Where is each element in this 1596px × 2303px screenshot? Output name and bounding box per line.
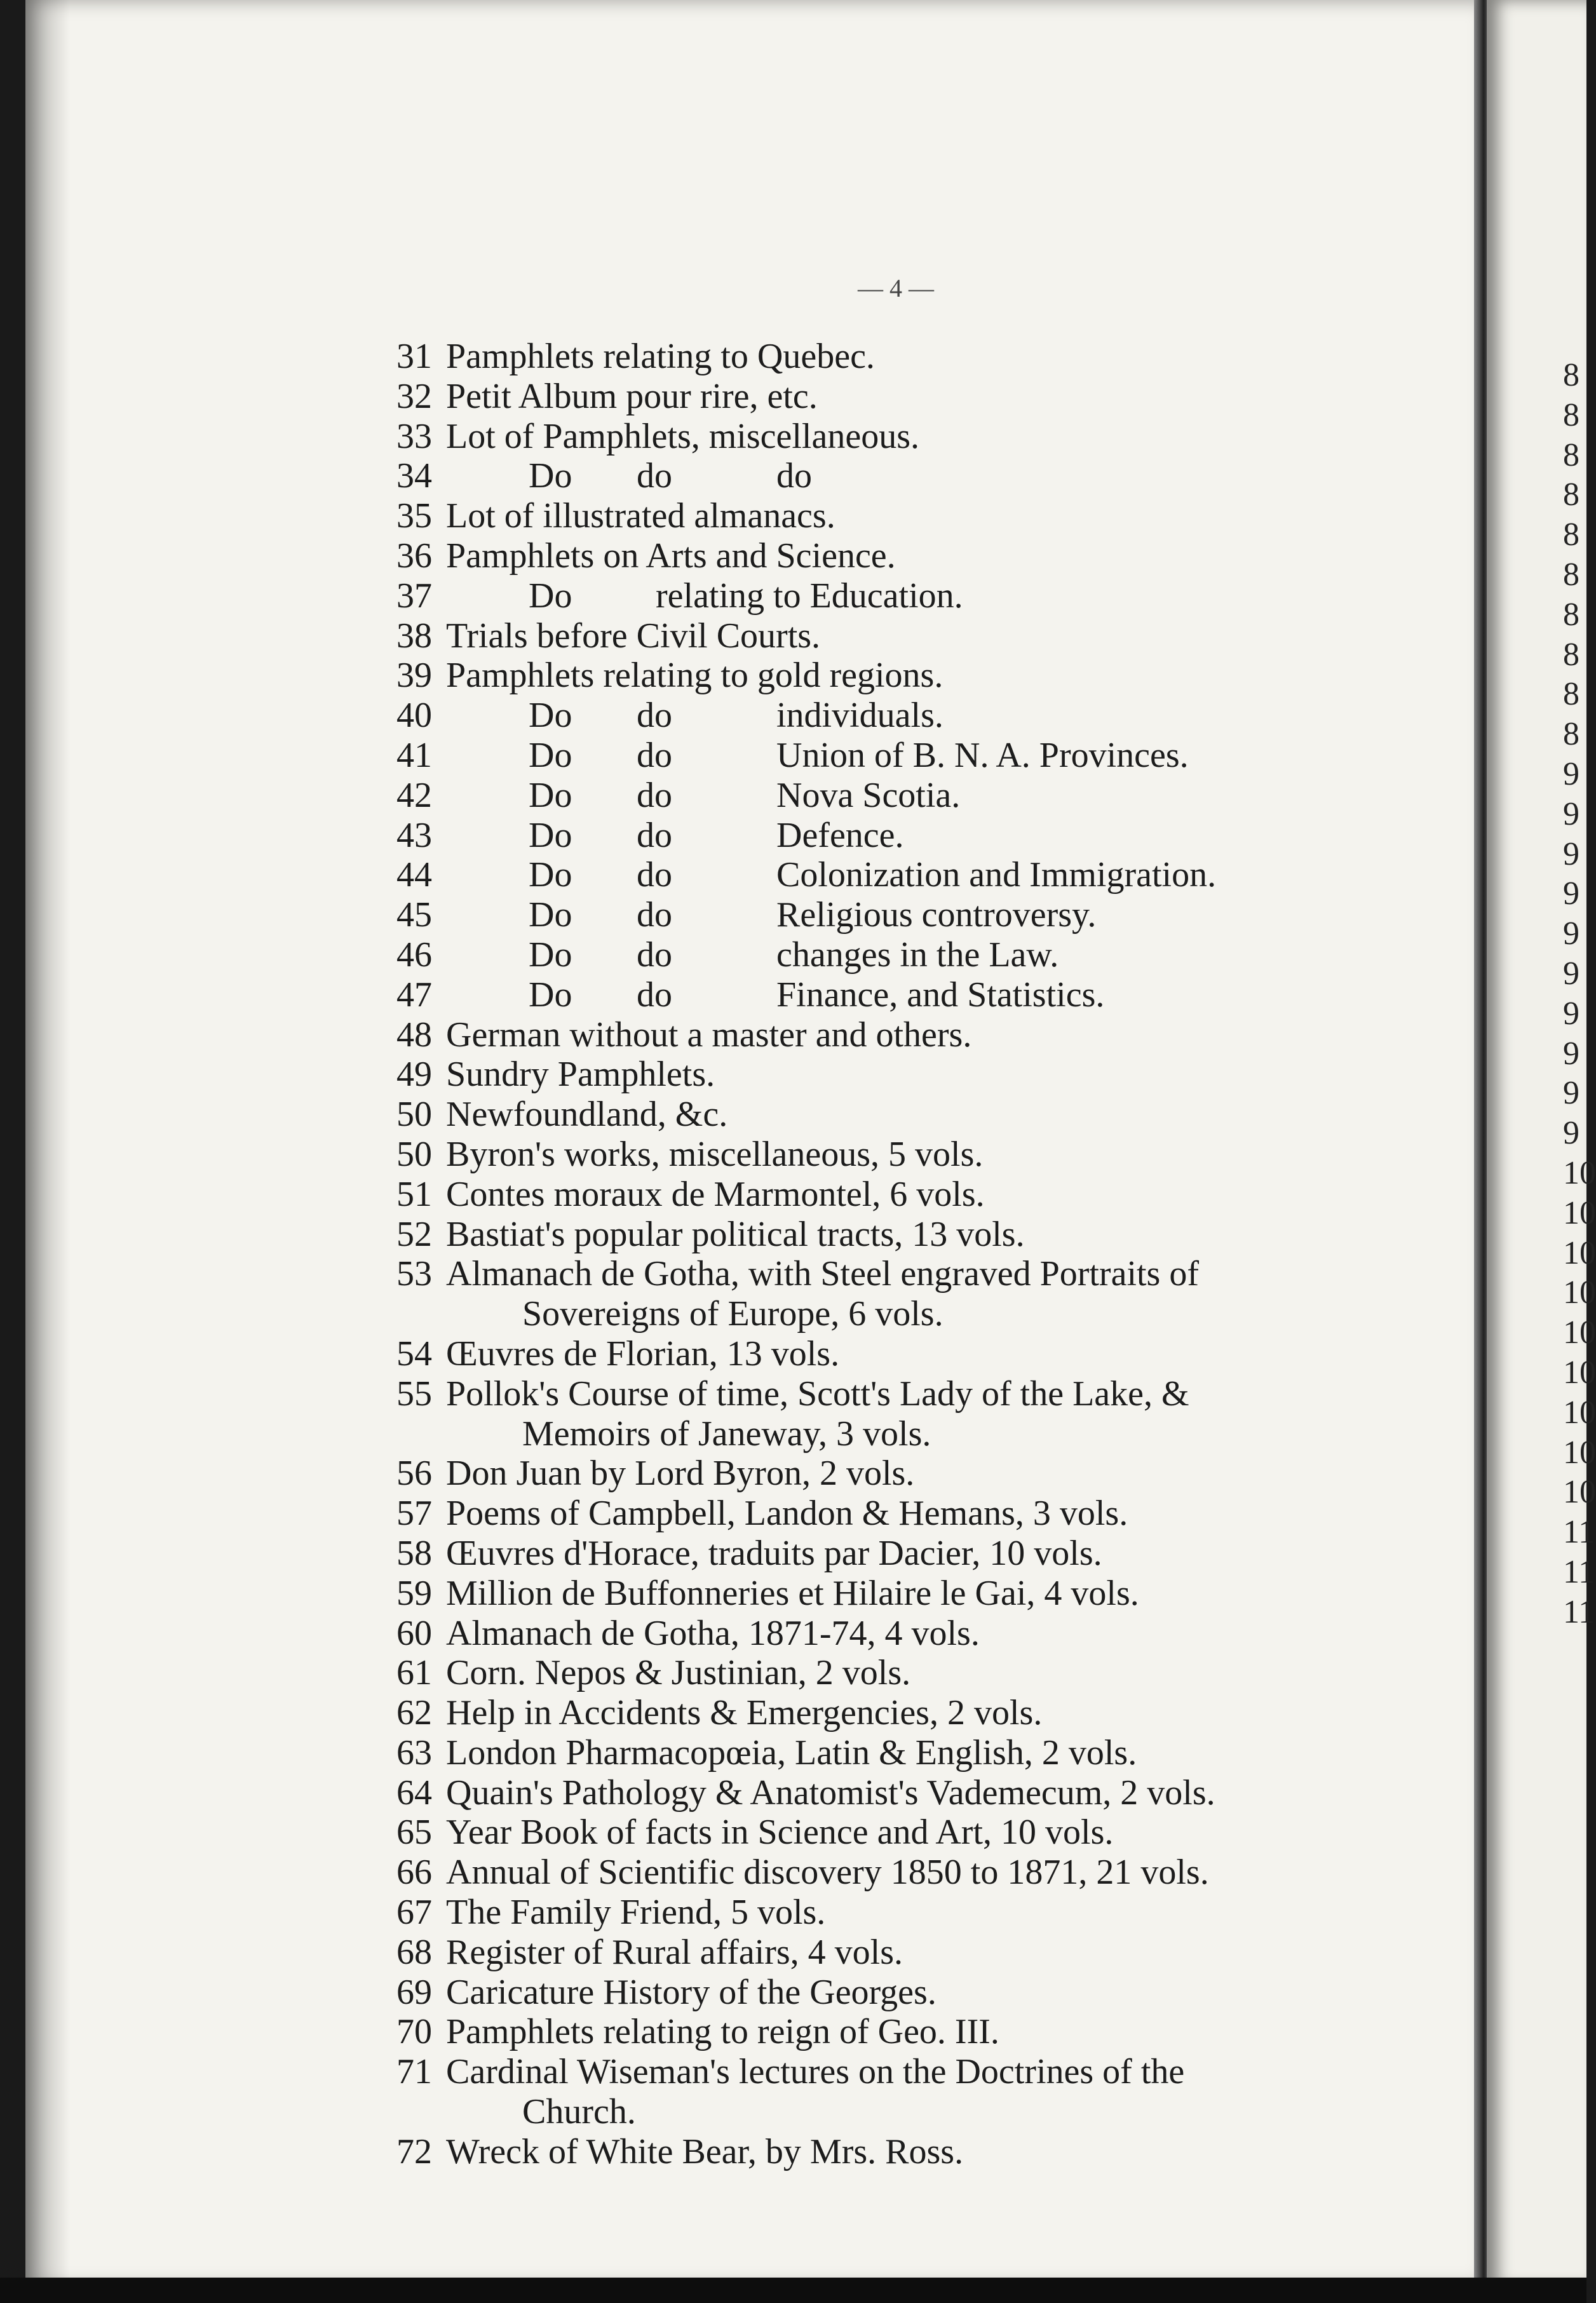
entry-text [446, 1973, 1506, 2013]
entry-text [446, 1334, 1506, 1374]
entry-number: 44 [396, 855, 432, 895]
catalogue-entry [362, 656, 1506, 696]
right-page-number-fragment: 9 [1563, 835, 1579, 872]
entry-number: 67 [396, 1893, 432, 1933]
right-page-number-fragment: 8 [1563, 396, 1579, 433]
entry-number: 36 [396, 536, 432, 576]
catalogue-entry [362, 536, 1506, 576]
catalogue-entry [362, 1893, 1506, 1933]
entry-number: 42 [396, 775, 432, 815]
entry-text [446, 337, 1506, 377]
catalogue-entry [362, 1653, 1506, 1693]
catalogue-entry [362, 1813, 1506, 1853]
entry-text-line: Pamphlets relating to gold regions. [446, 656, 943, 696]
ditto-cell: do [637, 975, 672, 1015]
catalogue-entry [362, 1494, 1506, 1534]
catalogue-entry [362, 975, 1506, 1015]
entry-number: 71 [396, 2052, 432, 2092]
entry-text [446, 1574, 1506, 1614]
ditto-cell: do [637, 775, 672, 815]
entry-text [446, 1773, 1506, 1813]
ditto-cell: Do [529, 456, 572, 496]
entry-text [446, 1893, 1506, 1933]
entry-text-line: Lot of Pamphlets, miscellaneous. [446, 416, 919, 456]
entry-number: 55 [396, 1374, 432, 1414]
right-page-number-fragment: 10 [1563, 1234, 1596, 1271]
ditto-cell: Colonization and Immigration. [776, 855, 1217, 895]
entry-text [446, 1853, 1506, 1893]
entry-number: 56 [396, 1454, 432, 1494]
ditto-cell: Finance, and Statistics. [776, 975, 1105, 1015]
entry-text-line: The Family Friend, 5 vols. [446, 1893, 826, 1933]
catalogue-entry [362, 816, 1506, 856]
entry-number: 66 [396, 1853, 432, 1893]
right-page-number-fragment: 8 [1563, 436, 1579, 473]
entry-number: 38 [396, 616, 432, 656]
entry-text-continuation: Church. [522, 2092, 636, 2132]
right-page-number-fragment: 9 [1563, 1115, 1579, 1152]
catalogue-entry [362, 1853, 1506, 1893]
right-page-number-fragment: 8 [1563, 476, 1579, 513]
ditto-cell: do [637, 456, 672, 496]
catalogue-entry [362, 895, 1506, 935]
catalogue-entry [362, 935, 1506, 975]
entry-text [446, 2132, 1506, 2172]
catalogue-entry [362, 855, 1506, 895]
entry-text-line: Œuvres d'Horace, traduits par Dacier, 10 vols. [446, 1533, 1102, 1573]
right-page-number-fragment: 8 [1563, 676, 1579, 713]
catalogue-entry [362, 456, 1506, 496]
entry-text [446, 1254, 1506, 1334]
entry-number: 43 [396, 815, 432, 855]
entry-text-line: Wreck of White Bear, by Mrs. Ross. [446, 2131, 964, 2171]
catalogue-entry [362, 1733, 1506, 1773]
ditto-cell: Do [529, 775, 572, 815]
catalogue-entry [362, 1215, 1506, 1255]
entry-text-line: Cardinal Wiseman's lectures on the Doctrines of the [446, 2052, 1185, 2092]
right-page-number-fragment: 9 [1563, 795, 1579, 832]
catalogue-entry [362, 1693, 1506, 1733]
entry-text [446, 1693, 1506, 1733]
entry-text-continuation: Sovereigns of Europe, 6 vols. [522, 1294, 943, 1334]
entry-number: 60 [396, 1613, 432, 1653]
entry-text [446, 1374, 1506, 1454]
right-page-number-fragment: 11 [1563, 1553, 1595, 1590]
ditto-cell: do [637, 696, 672, 736]
catalogue-entry [362, 2132, 1506, 2172]
right-page-number-fragment: 9 [1563, 875, 1579, 912]
ditto-cell: do [637, 935, 672, 975]
entry-text-line: Sundry Pamphlets. [446, 1055, 715, 1095]
catalogue-entries [362, 337, 1506, 2172]
entry-text [446, 1215, 1506, 1255]
entry-text-line: German without a master and others. [446, 1015, 972, 1055]
entry-text-line: Quain's Pathology & Anatomist's Vademecum, 2 vols. [446, 1773, 1215, 1813]
catalogue-entry [362, 576, 1506, 616]
ditto-cell: Union of B. N. A. Provinces. [776, 735, 1189, 775]
entry-number: 50 [396, 1134, 432, 1174]
entry-text [446, 1614, 1506, 1654]
catalogue-entry [362, 1095, 1506, 1135]
catalogue-entry [362, 736, 1506, 776]
catalogue-entry [362, 337, 1506, 377]
ditto-cell: do [637, 815, 672, 855]
right-page-number-fragment: 9 [1563, 1035, 1579, 1072]
catalogue-entry [362, 1175, 1506, 1215]
right-page-number-fragment: 10 [1563, 1194, 1596, 1231]
entry-number: 72 [396, 2131, 432, 2171]
right-page-number-fragment: 8 [1563, 596, 1579, 633]
entry-text-line: Don Juan by Lord Byron, 2 vols. [446, 1454, 915, 1494]
entry-text [446, 1454, 1506, 1494]
entry-text-line: Almanach de Gotha, 1871-74, 4 vols. [446, 1613, 980, 1653]
entry-text-line: Register of Rural affairs, 4 vols. [446, 1932, 903, 1972]
ditto-cell: Do [529, 815, 572, 855]
entry-number: 62 [396, 1693, 432, 1733]
ditto-cell: do [637, 855, 672, 895]
ditto-cell: Nova Scotia. [776, 775, 961, 815]
scan-bottom-edge [0, 2278, 1586, 2303]
entry-ditto [446, 576, 1506, 616]
entry-text-line: London Pharmacopœia, Latin & English, 2 vols. [446, 1732, 1137, 1773]
entry-number: 52 [396, 1214, 432, 1254]
right-page-number-fragment: 11 [1563, 1514, 1595, 1551]
entry-text-line: Corn. Nepos & Justinian, 2 vols. [446, 1653, 911, 1693]
entry-text-line: Bastiat's popular political tracts, 13 vols. [446, 1214, 1025, 1254]
catalogue-entry [362, 377, 1506, 417]
entry-number: 58 [396, 1533, 432, 1573]
catalogue-entry [362, 1334, 1506, 1374]
entry-text-line: Help in Accidents & Emergencies, 2 vols. [446, 1693, 1043, 1733]
entry-number: 57 [396, 1494, 432, 1534]
entry-text [446, 1175, 1506, 1215]
ditto-cell: Do [529, 576, 572, 616]
entry-ditto [446, 935, 1506, 975]
right-page-number-fragment: 10 [1563, 1474, 1596, 1511]
entry-text [446, 1733, 1506, 1773]
page-number: — 4 — [858, 274, 934, 302]
right-page-number-fragment: 10 [1563, 1314, 1596, 1351]
ditto-cell: Do [529, 895, 572, 935]
entry-number: 31 [396, 337, 432, 376]
entry-text-line: Pamphlets relating to Quebec. [446, 337, 875, 376]
entry-number: 35 [396, 496, 432, 536]
entry-ditto [446, 895, 1506, 935]
entry-number: 34 [396, 456, 432, 496]
ditto-cell: Do [529, 935, 572, 975]
entry-number: 46 [396, 935, 432, 975]
catalogue-entry [362, 1254, 1506, 1334]
entry-number: 61 [396, 1653, 432, 1693]
entry-text-line: Caricature History of the Georges. [446, 1972, 937, 2012]
entry-number: 59 [396, 1573, 432, 1613]
right-page-fragments [1563, 356, 1596, 1633]
entry-text [446, 616, 1506, 656]
entry-ditto [446, 456, 1506, 496]
entry-text [446, 377, 1506, 417]
entry-text-line: Trials before Civil Courts. [446, 616, 821, 656]
entry-number: 68 [396, 1932, 432, 1972]
catalogue-entry [362, 1574, 1506, 1614]
catalogue-entry [362, 496, 1506, 536]
ditto-cell: Do [529, 735, 572, 775]
entry-text [446, 536, 1506, 576]
entry-number: 54 [396, 1334, 432, 1374]
catalogue-entry [362, 1454, 1506, 1494]
entry-number: 45 [396, 895, 432, 935]
right-page-number-fragment: 9 [1563, 1075, 1579, 1112]
entry-text-line: Poems of Campbell, Landon & Hemans, 3 vols. [446, 1494, 1128, 1534]
entry-text-line: Pamphlets relating to reign of Geo. III. [446, 2012, 999, 2052]
catalogue-entry [362, 1135, 1506, 1175]
entry-ditto [446, 696, 1506, 736]
entry-text-line: Œuvres de Florian, 13 vols. [446, 1334, 840, 1374]
entry-text [446, 1135, 1506, 1175]
catalogue-entry [362, 1055, 1506, 1095]
entry-number: 63 [396, 1732, 432, 1773]
entry-number: 53 [396, 1254, 432, 1294]
ditto-cell: Do [529, 855, 572, 895]
entry-text [446, 496, 1506, 536]
entry-text [446, 1015, 1506, 1055]
right-page-number-fragment: 8 [1563, 357, 1579, 393]
entry-text-line: Annual of Scientific discovery 1850 to 1871, 21 vols. [446, 1853, 1209, 1893]
entry-ditto [446, 736, 1506, 776]
catalogue-entry [362, 1933, 1506, 1973]
entry-text-line: Newfoundland, &c. [446, 1095, 728, 1135]
right-page-number-fragment: 8 [1563, 716, 1579, 753]
entry-number: 33 [396, 416, 432, 456]
entry-text [446, 1534, 1506, 1574]
ditto-cell: individuals. [776, 696, 943, 736]
entry-text [446, 1813, 1506, 1853]
catalogue-entry [362, 1773, 1506, 1813]
entry-text-line: Petit Album pour rire, etc. [446, 376, 818, 416]
entry-number: 64 [396, 1773, 432, 1813]
entry-text [446, 1095, 1506, 1135]
ditto-cell: changes in the Law. [776, 935, 1059, 975]
right-page-number-fragment: 9 [1563, 915, 1579, 952]
catalogue-entry [362, 776, 1506, 816]
ditto-cell: Do [529, 696, 572, 736]
entry-text-line: Year Book of facts in Science and Art, 10 vols. [446, 1813, 1114, 1853]
right-page-number-fragment: 10 [1563, 1394, 1596, 1431]
catalogue-entry [362, 2012, 1506, 2052]
entry-text-continuation: Memoirs of Janeway, 3 vols. [522, 1414, 931, 1454]
catalogue-entry [362, 1614, 1506, 1654]
entry-number: 70 [396, 2012, 432, 2052]
entry-text [446, 1933, 1506, 1973]
right-page-number-fragment: 10 [1563, 1354, 1596, 1391]
catalogue-entry [362, 1374, 1506, 1454]
right-page-number-fragment: 11 [1563, 1593, 1595, 1630]
entry-ditto [446, 816, 1506, 856]
entry-text [446, 417, 1506, 457]
entry-number: 47 [396, 975, 432, 1015]
entry-ditto [446, 776, 1506, 816]
entry-number: 65 [396, 1813, 432, 1853]
entry-number: 48 [396, 1015, 432, 1055]
entry-number: 41 [396, 735, 432, 775]
right-page-number-fragment: 10 [1563, 1154, 1596, 1191]
entry-text-line: Million de Buffonneries et Hilaire le Gai, 4 vols. [446, 1573, 1139, 1613]
right-page-number-fragment: 9 [1563, 755, 1579, 792]
left-page [25, 0, 1480, 2287]
entry-text-line: Lot of illustrated almanacs. [446, 496, 835, 536]
ditto-cell: do [637, 735, 672, 775]
entry-number: 40 [396, 696, 432, 736]
ditto-cell: Do [529, 975, 572, 1015]
entry-text [446, 2052, 1506, 2132]
entry-text-line: Almanach de Gotha, with Steel engraved Portraits of [446, 1254, 1199, 1294]
entry-number: 69 [396, 1972, 432, 2012]
catalogue-entry [362, 1973, 1506, 2013]
right-page-number-fragment: 8 [1563, 556, 1579, 593]
ditto-cell: relating to Education. [656, 576, 963, 616]
entry-number: 50 [396, 1095, 432, 1135]
entry-text-line: Byron's works, miscellaneous, 5 vols. [446, 1134, 984, 1174]
ditto-cell: do [637, 895, 672, 935]
right-page-number-fragment: 10 [1563, 1434, 1596, 1471]
entry-text [446, 1653, 1506, 1693]
right-page-number-fragment: 9 [1563, 995, 1579, 1032]
entry-text-line: Contes moraux de Marmontel, 6 vols. [446, 1174, 985, 1214]
right-page-number-fragment: 8 [1563, 636, 1579, 673]
entry-text [446, 1055, 1506, 1095]
entry-text [446, 2012, 1506, 2052]
entry-text-line: Pollok's Course of time, Scott's Lady of the Lake, & [446, 1374, 1189, 1414]
entry-ditto [446, 855, 1506, 895]
right-page-number-fragment: 10 [1563, 1274, 1596, 1311]
entry-ditto [446, 975, 1506, 1015]
catalogue-entry [362, 417, 1506, 457]
entry-number: 39 [396, 656, 432, 696]
catalogue-entry [362, 2052, 1506, 2132]
ditto-cell: Defence. [776, 815, 904, 855]
entry-text-line: Pamphlets on Arts and Science. [446, 536, 896, 576]
ditto-cell: Religious controversy. [776, 895, 1097, 935]
entry-text [446, 656, 1506, 696]
entry-number: 32 [396, 376, 432, 416]
catalogue-entry [362, 696, 1506, 736]
catalogue-entry [362, 1534, 1506, 1574]
entry-number: 49 [396, 1055, 432, 1095]
entry-text [446, 1494, 1506, 1534]
entry-number: 37 [396, 576, 432, 616]
right-page-number-fragment: 8 [1563, 517, 1579, 553]
ditto-cell: do [776, 456, 812, 496]
right-page-number-fragment: 9 [1563, 955, 1579, 992]
catalogue-entry [362, 616, 1506, 656]
entry-number: 51 [396, 1174, 432, 1214]
catalogue-entry [362, 1015, 1506, 1055]
